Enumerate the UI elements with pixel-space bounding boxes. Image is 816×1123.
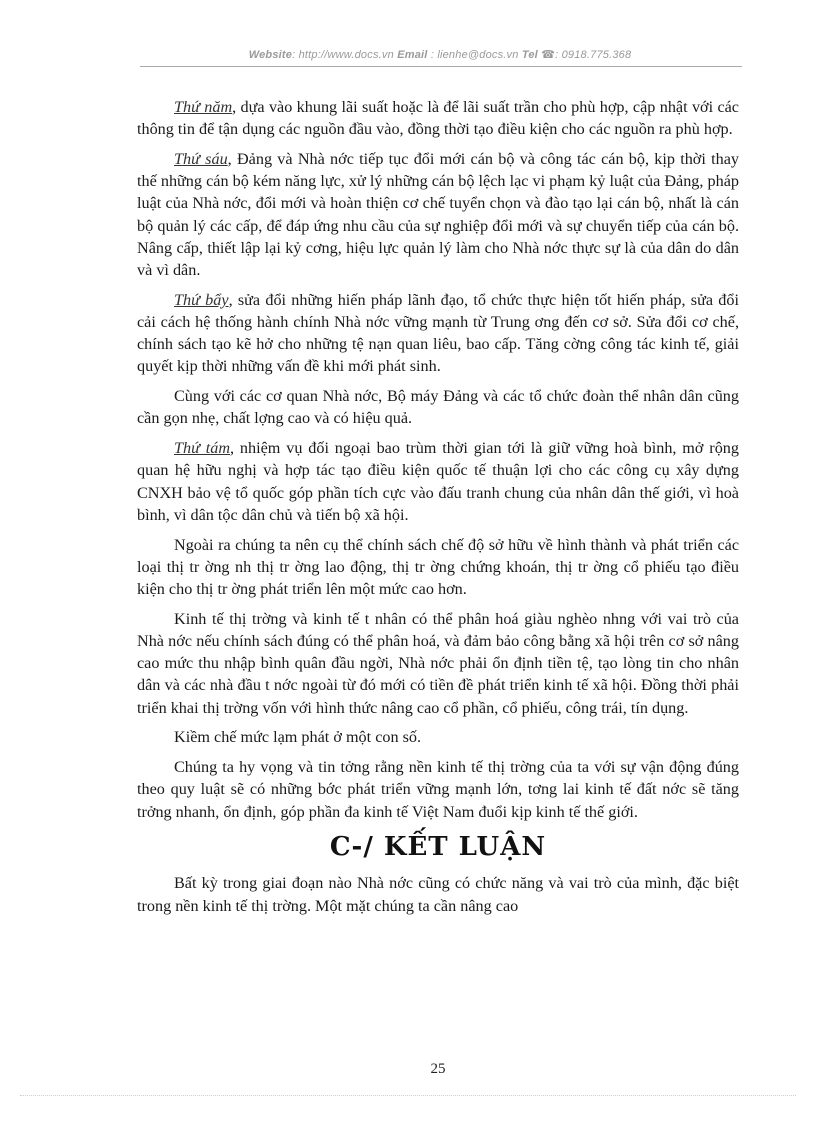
- section-heading: C-/ KẾT LUẬN: [329, 832, 547, 863]
- paragraph: [137, 608, 739, 719]
- website-label: Website: [248, 49, 293, 61]
- paragraph-text: Ngoài ra chúng ta nên cụ thể chính sách chế độ sở hữu về hình thành và phát triển các loại thị tr ờng nh thị tr ờng lao động, thị tr ờng chứng khoán, thị tr ờng cổ phiếu tạo điều kiện cho thị tr ờng phát triển lên một mức cao hơn.: [137, 535, 739, 599]
- paragraph: [137, 289, 739, 378]
- paragraph: [137, 385, 739, 429]
- paragraph-text: , nhiệm vụ đối ngoại bao trùm thời gian tới là giữ vững hoà bình, mở rộng quan hệ hữu nghị và hợp tác tạo điều kiện quốc tế thuận lợi cho các công cụ xây dựng CNXH bảo vệ tổ quốc góp phần tích cực vào đấu tranh chung của nhân dân thế giới, vì hoà bình, vì dân tộc dân chủ và tiến bộ xã hội.: [137, 439, 739, 524]
- paragraph-lead: Thứ năm: [174, 98, 233, 116]
- phone-icon: ☎: [541, 49, 556, 61]
- header-divider: [140, 66, 742, 67]
- paragraph-text: Chúng ta hy vọng và tin tởng rằng nền kinh tế thị trờng của ta với sự vận động đúng theo quy luật sẽ có những bớc phát triển vững mạnh lớn, tơng lai kinh tế đất nớc sẽ tăng trởng nhanh, ổn định, góp phần đa kinh tế Việt Nam đuổi kịp kinh tế thế giới.: [137, 758, 739, 821]
- paragraph-lead: Thứ tám: [174, 439, 231, 458]
- paragraph-text: , Đảng và Nhà nớc tiếp tục đổi mới cán bộ và công tác cán bộ, kịp thời thay thế những cán bộ kém năng lực, xử lý những cán bộ lệch lạc vi phạm kỷ luật của Đảng, pháp luật của Nhà nớc, đổi mới và hoàn thiện cơ chế tuyển chọn và đào tạo lại cán bộ, nhất là cán bộ quản lý các cấp, để đáp ứng nhu cầu của sự nghiệp đổi mới và sự chuyển tiếp của cán bộ. Nâng cấp, thiết lập lại kỷ cơng, hiệu lực quản lý làm cho Nhà nớc thực sự là của dân do dân và vì dân.: [137, 150, 739, 280]
- page-header: [140, 48, 740, 61]
- paragraph: [137, 437, 739, 526]
- paragraph-lead: Thứ bẩy: [174, 290, 229, 309]
- email-value: : lienhe@docs.vn: [430, 49, 519, 61]
- paragraph-text: Cùng với các cơ quan Nhà nớc, Bộ máy Đảng và các tổ chức đoàn thể nhân dân cũng cần gọn nhẹ, chất lợng cao và có hiệu quả.: [137, 387, 739, 428]
- paragraph: [137, 148, 739, 281]
- document-body: [137, 96, 739, 924]
- tel-value: : 0918.775.368: [555, 49, 632, 61]
- paragraph: [137, 756, 739, 823]
- website-url: : http://www.docs.vn: [292, 49, 394, 61]
- paragraph-text: , dựa vào khung lãi suất hoặc là để lãi suất trần cho phù hợp, cập nhật với các thông tin để tận dụng các nguồn đầu vào, đồng thời tạo điều kiện cho các nguồn ra phù hợp.: [137, 98, 739, 139]
- paragraph-text: Kinh tế thị trờng và kinh tế t nhân có thể phân hoá giàu nghèo nhng với vai trò của Nhà nớc nếu chính sách đúng có thể phân hoá, và đảm bảo công bằng xã hội trên cơ sở nâng cao mức thu nhập bình quân đầu ngời, Nhà nớc phải ổn định tiền tệ, tạo lòng tin cho nhân dân và các nhà đầu t nớc ngoài từ đó mới có tiền đề phát triển kinh tế xã hội. Đồng thời phải triển khai thị trờng vốn với hình thức nâng cao cổ phần, cổ phiếu, công trái, tín dụng.: [137, 609, 739, 717]
- footer-divider: [20, 1095, 796, 1096]
- paragraph: [137, 96, 739, 140]
- paragraph-text: , sửa đổi những hiến pháp lãnh đạo, tổ chức thực hiện tốt hiến pháp, sửa đổi cải cách hệ thống hành chính Nhà nớc vững mạnh từ Trung ơng đến cơ sở. Sửa đổi cơ chế, chính sách tạo kẽ hở cho những tệ nạn quan liêu, bao cấp. Tăng cờng công tác kinh tế, giải quyết kịp thời những vấn đề khi mới phát sinh.: [137, 290, 739, 376]
- email-label: Email: [397, 49, 428, 61]
- paragraph-text: Kiềm chế mức lạm phát ở một con số.: [174, 728, 422, 747]
- paragraph-lead: Thứ sáu: [174, 150, 228, 168]
- paragraph: [137, 726, 739, 748]
- paragraph: [137, 534, 739, 601]
- tel-label: Tel: [521, 49, 538, 61]
- conclusion-paragraph: Bất kỳ trong giai đoạn nào Nhà nớc cũng có chức năng và vai trò của mình, đặc biệt trong nền kinh tế thị trờng. Một mặt chúng ta cần nâng cao: [137, 874, 739, 915]
- page-number: 25: [430, 1061, 446, 1077]
